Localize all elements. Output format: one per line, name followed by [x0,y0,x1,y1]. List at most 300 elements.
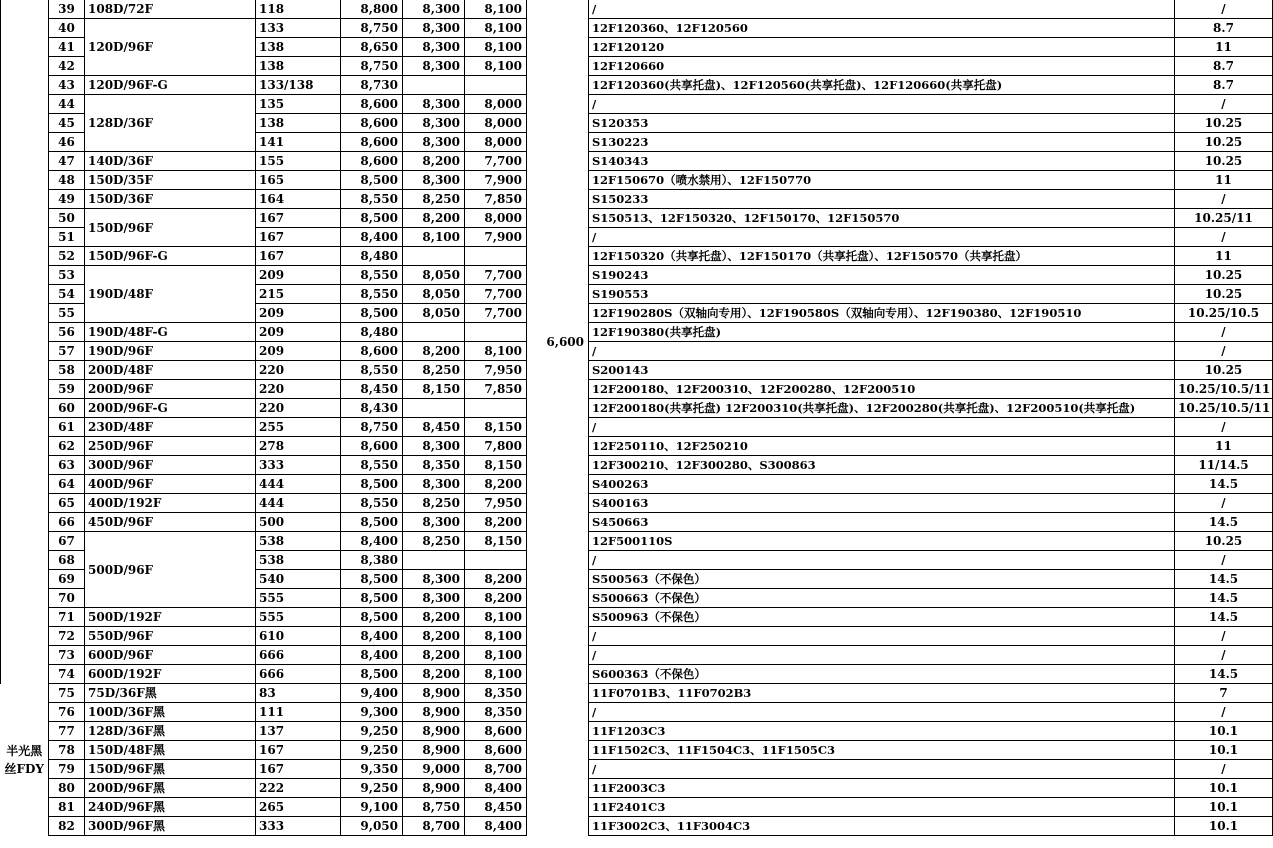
weight-cell: 333 [256,817,341,836]
price-c-cell: 8,600 [465,741,527,760]
spec-cell: 300D/96F黑 [85,817,256,836]
pattern-cell: 12F150320（共享托盘）、12F150170（共享托盘）、12F150570（共享托盘） [589,247,1175,266]
pattern-cell: / [589,342,1175,361]
price-b-cell: 8,300 [403,570,465,589]
price-c-cell: 8,400 [465,779,527,798]
price-b-cell: 8,050 [403,266,465,285]
price-a-cell: 8,450 [341,380,403,399]
price-c-cell: 8,200 [465,513,527,532]
row-number: 54 [49,285,85,304]
spec-cell: 200D/96F [85,380,256,399]
pattern-cell: S400263 [589,475,1175,494]
pattern-cell: 11F1203C3 [589,722,1175,741]
row-number: 56 [49,323,85,342]
gram-cell: / [1175,494,1273,513]
price-a-cell: 8,600 [341,437,403,456]
gram-cell: 10.25 [1175,114,1273,133]
weight-cell: 209 [256,304,341,323]
gram-cell: 10.25 [1175,133,1273,152]
table-row [1,418,1273,437]
pattern-cell: / [589,0,1175,19]
gram-cell: 8.7 [1175,19,1273,38]
row-number: 64 [49,475,85,494]
spec-cell: 450D/96F [85,513,256,532]
price-b-cell [403,76,465,95]
price-b-cell: 8,200 [403,665,465,684]
weight-cell: 666 [256,646,341,665]
price-b-cell: 8,900 [403,722,465,741]
price-a-cell: 9,100 [341,798,403,817]
price-a-cell: 8,400 [341,627,403,646]
weight-cell: 135 [256,95,341,114]
row-number: 73 [49,646,85,665]
table-row [1,209,1273,228]
price-c-cell: 8,150 [465,532,527,551]
gram-cell: 10.25/10.5/11 [1175,380,1273,399]
gram-cell: 14.5 [1175,475,1273,494]
price-c-cell: 8,350 [465,684,527,703]
pattern-cell: 12F120360(共享托盘)、12F120560(共享托盘)、12F120660(共享托盘) [589,76,1175,95]
price-c-cell: 7,800 [465,437,527,456]
row-number: 62 [49,437,85,456]
row-number: 65 [49,494,85,513]
row-number: 67 [49,532,85,551]
price-c-cell: 7,700 [465,266,527,285]
pattern-cell: 12F200180、12F200310、12F200280、12F200510 [589,380,1175,399]
weight-cell: 209 [256,342,341,361]
pattern-cell: 11F3002C3、11F3004C3 [589,817,1175,836]
price-b-cell: 8,200 [403,152,465,171]
weight-cell: 167 [256,209,341,228]
weight-cell: 538 [256,532,341,551]
table-row [1,95,1273,114]
gram-cell: / [1175,646,1273,665]
price-c-cell: 8,100 [465,19,527,38]
price-c-cell [465,323,527,342]
row-number: 43 [49,76,85,95]
price-a-cell: 8,600 [341,133,403,152]
gram-cell: 10.25 [1175,532,1273,551]
price-c-cell: 7,850 [465,190,527,209]
gram-cell: / [1175,190,1273,209]
pattern-cell: 12F500110S [589,532,1175,551]
price-a-cell: 8,550 [341,190,403,209]
weight-cell: 220 [256,380,341,399]
weight-cell: 167 [256,228,341,247]
pattern-cell: S600363（不保色） [589,665,1175,684]
weight-cell: 538 [256,551,341,570]
price-c-cell: 8,000 [465,114,527,133]
weight-cell: 138 [256,114,341,133]
price-c-cell: 8,100 [465,342,527,361]
price-c-cell: 7,900 [465,228,527,247]
pattern-cell: 12F190380(共享托盘) [589,323,1175,342]
price-a-cell: 8,400 [341,646,403,665]
price-a-cell: 9,250 [341,722,403,741]
gram-cell: 11 [1175,437,1273,456]
price-a-cell: 8,500 [341,665,403,684]
weight-cell: 164 [256,190,341,209]
row-number: 45 [49,114,85,133]
price-a-cell: 8,550 [341,494,403,513]
pattern-cell: 12F120120 [589,38,1175,57]
price-b-cell: 8,200 [403,627,465,646]
table-row [1,342,1273,361]
pattern-cell: S450663 [589,513,1175,532]
price-b-cell: 8,300 [403,513,465,532]
weight-cell: 610 [256,627,341,646]
pattern-cell: S140343 [589,152,1175,171]
weight-cell: 500 [256,513,341,532]
weight-cell: 83 [256,684,341,703]
weight-cell: 444 [256,494,341,513]
spec-cell: 150D/35F [85,171,256,190]
price-b-cell [403,399,465,418]
price-c-cell: 8,150 [465,418,527,437]
price-a-cell: 9,250 [341,741,403,760]
pattern-cell: S500663（不保色） [589,589,1175,608]
spec-cell: 140D/36F [85,152,256,171]
gram-cell: 10.25/10.5/11 [1175,399,1273,418]
price-a-cell: 8,750 [341,57,403,76]
price-b-cell: 8,200 [403,342,465,361]
pattern-cell: 12F190280S（双轴向专用）、12F190580S（双轴向专用）、12F190380、12F190510 [589,304,1175,323]
row-number: 40 [49,19,85,38]
gram-cell: 7 [1175,684,1273,703]
gram-cell: / [1175,228,1273,247]
gram-cell: 8.7 [1175,57,1273,76]
spec-cell: 600D/192F [85,665,256,684]
row-number: 72 [49,627,85,646]
spec-cell: 190D/48F [85,266,256,323]
price-a-cell: 8,550 [341,361,403,380]
price-b-cell: 8,900 [403,741,465,760]
price-a-cell: 8,650 [341,38,403,57]
gram-cell: 14.5 [1175,608,1273,627]
price-c-cell: 8,100 [465,38,527,57]
row-number: 55 [49,304,85,323]
price-a-cell: 8,600 [341,95,403,114]
weight-cell: 220 [256,399,341,418]
weight-cell: 167 [256,247,341,266]
pattern-cell: 12F150670（喷水禁用）、12F150770 [589,171,1175,190]
table-row [1,171,1273,190]
pattern-cell: / [589,703,1175,722]
table-row [1,684,1273,703]
weight-cell: 215 [256,285,341,304]
row-number: 66 [49,513,85,532]
price-b-cell: 8,200 [403,209,465,228]
gram-cell: 10.25 [1175,361,1273,380]
spec-cell: 200D/96F黑 [85,779,256,798]
price-b-cell: 8,250 [403,190,465,209]
price-b-cell: 8,300 [403,437,465,456]
row-number: 75 [49,684,85,703]
gram-cell: / [1175,0,1273,19]
weight-cell: 111 [256,703,341,722]
row-number: 59 [49,380,85,399]
gram-cell: 10.25/10.5 [1175,304,1273,323]
table-row [1,817,1273,836]
table-row [1,361,1273,380]
table-row [1,494,1273,513]
gram-cell: 14.5 [1175,665,1273,684]
spec-cell: 120D/96F [85,19,256,76]
pattern-cell: S400163 [589,494,1175,513]
pattern-cell: S200143 [589,361,1175,380]
price-b-cell: 8,300 [403,38,465,57]
price-b-cell: 8,250 [403,532,465,551]
spec-cell: 230D/48F [85,418,256,437]
pattern-cell: 11F0701B3、11F0702B3 [589,684,1175,703]
weight-cell: 167 [256,760,341,779]
row-number: 79 [49,760,85,779]
table-row [1,247,1273,266]
table-row [1,190,1273,209]
table-row [1,76,1273,95]
price-a-cell: 8,730 [341,76,403,95]
weight-cell: 444 [256,475,341,494]
weight-cell: 209 [256,266,341,285]
price-c-cell: 8,100 [465,608,527,627]
group-cell-upper [1,0,49,684]
gram-cell: 10.1 [1175,779,1273,798]
spec-cell: 150D/36F [85,190,256,209]
price-c-cell: 8,350 [465,703,527,722]
table-row [1,266,1273,285]
price-b-cell: 8,900 [403,779,465,798]
row-number: 78 [49,741,85,760]
table-row [1,380,1273,399]
weight-cell: 118 [256,0,341,19]
price-b-cell: 8,350 [403,456,465,475]
pattern-cell: 12F120360、12F120560 [589,19,1175,38]
pattern-cell: 12F120660 [589,57,1175,76]
weight-cell: 209 [256,323,341,342]
gram-cell: / [1175,551,1273,570]
pattern-cell: 11F1502C3、11F1504C3、11F1505C3 [589,741,1175,760]
gram-cell: / [1175,342,1273,361]
price-c-cell: 8,000 [465,209,527,228]
gram-cell: / [1175,95,1273,114]
table-row [1,456,1273,475]
price-a-cell: 8,400 [341,532,403,551]
table-row [1,760,1273,779]
price-a-cell: 8,750 [341,418,403,437]
weight-cell: 165 [256,171,341,190]
price-a-cell: 8,600 [341,114,403,133]
price-b-cell: 8,450 [403,418,465,437]
table-row [1,741,1273,760]
price-c-cell: 7,900 [465,171,527,190]
price-a-cell: 8,500 [341,608,403,627]
row-number: 51 [49,228,85,247]
row-number: 57 [49,342,85,361]
spec-cell: 300D/96F [85,456,256,475]
row-number: 74 [49,665,85,684]
row-number: 58 [49,361,85,380]
price-a-cell: 8,550 [341,266,403,285]
table-row [1,798,1273,817]
weight-cell: 333 [256,456,341,475]
weight-cell: 220 [256,361,341,380]
group-label: 半光黑丝FDY [1,684,49,836]
table-row [1,475,1273,494]
price-c-cell: 7,700 [465,152,527,171]
gram-cell: 11 [1175,247,1273,266]
pattern-cell: S500563（不保色） [589,570,1175,589]
gram-cell: 10.25 [1175,285,1273,304]
price-a-cell: 9,250 [341,779,403,798]
pattern-cell: S150513、12F150320、12F150170、12F150570 [589,209,1175,228]
table-row [1,323,1273,342]
spec-cell: 400D/192F [85,494,256,513]
weight-cell: 133/138 [256,76,341,95]
price-c-cell: 8,100 [465,646,527,665]
weight-cell: 138 [256,57,341,76]
price-a-cell: 8,500 [341,513,403,532]
price-b-cell: 8,050 [403,285,465,304]
spec-cell: 128D/36F黑 [85,722,256,741]
weight-cell: 265 [256,798,341,817]
price-b-cell: 8,300 [403,589,465,608]
pattern-cell: S190243 [589,266,1175,285]
price-b-cell [403,323,465,342]
spec-cell: 150D/96F-G [85,247,256,266]
pattern-cell: / [589,418,1175,437]
price-b-cell: 8,300 [403,57,465,76]
pattern-cell: S150233 [589,190,1175,209]
price-b-cell: 8,300 [403,133,465,152]
price-b-cell: 8,750 [403,798,465,817]
gram-cell: 10.25 [1175,266,1273,285]
price-c-cell: 8,100 [465,665,527,684]
price-b-cell: 8,150 [403,380,465,399]
price-b-cell: 8,300 [403,19,465,38]
table-row [1,19,1273,38]
row-number: 53 [49,266,85,285]
price-a-cell: 9,350 [341,760,403,779]
gram-cell: 10.1 [1175,798,1273,817]
spec-cell: 400D/96F [85,475,256,494]
spec-cell: 120D/96F-G [85,76,256,95]
pattern-cell: 11F2003C3 [589,779,1175,798]
price-b-cell: 8,300 [403,171,465,190]
row-number: 39 [49,0,85,19]
gram-cell: / [1175,627,1273,646]
pattern-cell: / [589,228,1175,247]
pattern-cell: / [589,760,1175,779]
pattern-cell: 12F250110、12F250210 [589,437,1175,456]
price-a-cell: 8,480 [341,323,403,342]
gram-cell: 10.1 [1175,741,1273,760]
spec-cell: 108D/72F [85,0,256,19]
gram-cell: 10.25/11 [1175,209,1273,228]
price-b-cell: 9,000 [403,760,465,779]
spec-cell: 500D/96F [85,532,256,608]
price-a-cell: 8,550 [341,456,403,475]
price-a-cell: 9,300 [341,703,403,722]
weight-cell: 278 [256,437,341,456]
price-c-cell: 7,700 [465,304,527,323]
price-b-cell: 8,250 [403,361,465,380]
price-a-cell: 8,500 [341,475,403,494]
row-number: 69 [49,570,85,589]
price-c-cell: 8,400 [465,817,527,836]
price-a-cell: 9,400 [341,684,403,703]
gram-cell: / [1175,323,1273,342]
table-row [1,399,1273,418]
row-number: 50 [49,209,85,228]
price-a-cell: 8,750 [341,19,403,38]
price-c-cell: 8,000 [465,95,527,114]
spec-cell: 550D/96F [85,627,256,646]
spec-cell: 500D/192F [85,608,256,627]
price-b-cell: 8,050 [403,304,465,323]
pattern-cell: / [589,627,1175,646]
price-c-cell [465,551,527,570]
row-number: 41 [49,38,85,57]
price-b-cell: 8,900 [403,703,465,722]
gram-cell: 14.5 [1175,570,1273,589]
pattern-cell: S500963（不保色） [589,608,1175,627]
price-b-cell: 8,700 [403,817,465,836]
row-number: 77 [49,722,85,741]
pattern-cell: 11F2401C3 [589,798,1175,817]
spec-cell: 150D/96F黑 [85,760,256,779]
weight-cell: 137 [256,722,341,741]
price-a-cell: 9,050 [341,817,403,836]
gram-cell: / [1175,703,1273,722]
spec-cell: 600D/96F [85,646,256,665]
weight-cell: 555 [256,589,341,608]
gram-cell: 10.25 [1175,152,1273,171]
row-number: 42 [49,57,85,76]
price-a-cell: 8,380 [341,551,403,570]
row-number: 76 [49,703,85,722]
weight-cell: 133 [256,19,341,38]
spec-cell: 100D/36F黑 [85,703,256,722]
row-number: 80 [49,779,85,798]
pattern-cell: S190553 [589,285,1175,304]
row-number: 71 [49,608,85,627]
row-number: 48 [49,171,85,190]
table-row [1,627,1273,646]
price-a-cell: 8,600 [341,342,403,361]
row-number: 60 [49,399,85,418]
price-a-cell: 8,500 [341,304,403,323]
price-a-cell: 8,500 [341,171,403,190]
table-row [1,665,1273,684]
spec-cell: 150D/96F [85,209,256,247]
table-row [1,152,1273,171]
price-c-cell: 8,100 [465,627,527,646]
price-c-cell: 8,100 [465,57,527,76]
price-b-cell: 8,250 [403,494,465,513]
price-a-cell: 8,500 [341,570,403,589]
price-c-cell: 8,200 [465,570,527,589]
gram-cell: 14.5 [1175,589,1273,608]
spec-cell: 75D/36F黑 [85,684,256,703]
weight-cell: 540 [256,570,341,589]
gram-cell: 14.5 [1175,513,1273,532]
weight-cell: 255 [256,418,341,437]
gram-cell: 8.7 [1175,76,1273,95]
price-c-cell: 8,600 [465,722,527,741]
price-b-cell [403,551,465,570]
row-number: 46 [49,133,85,152]
pattern-cell: / [589,95,1175,114]
